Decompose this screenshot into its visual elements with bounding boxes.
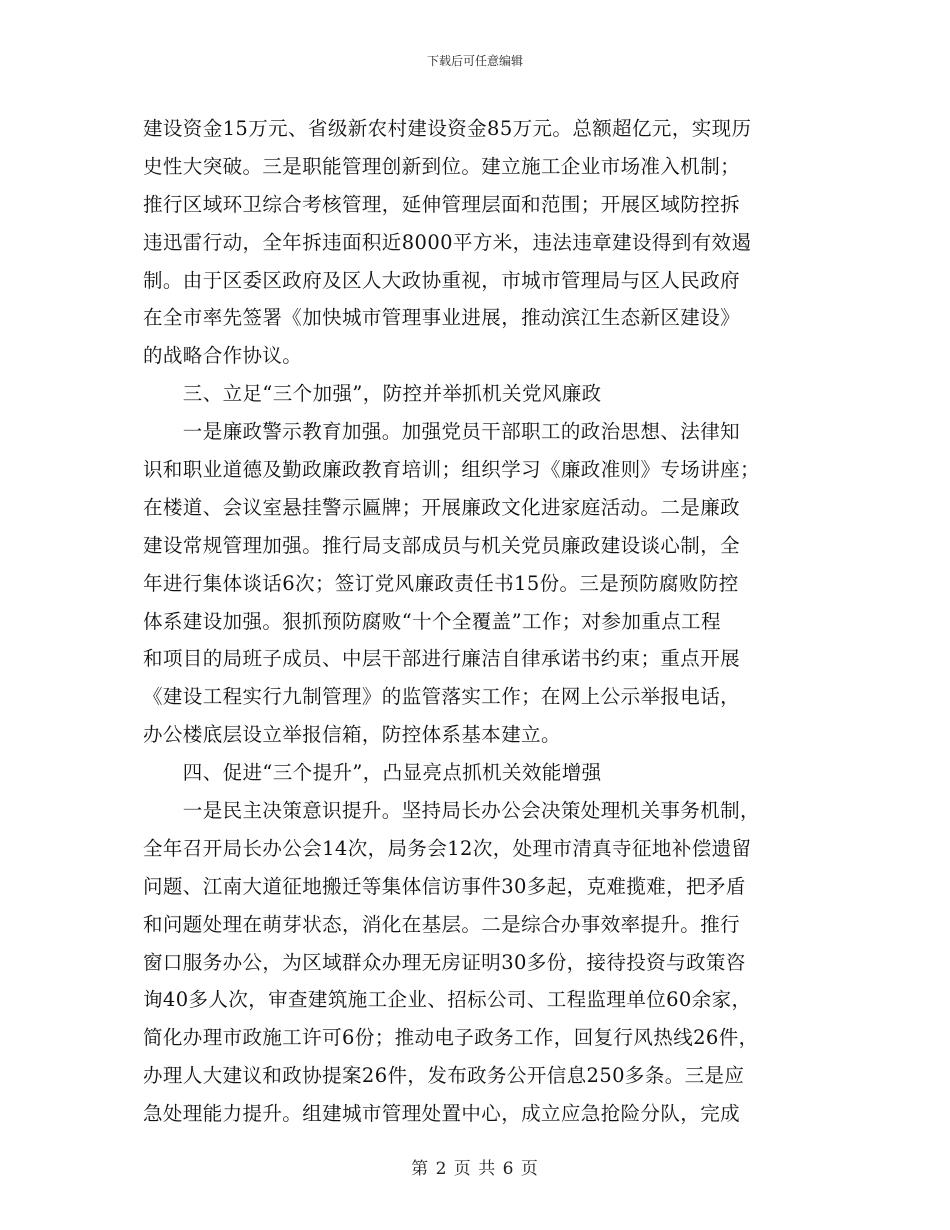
text-line: 年进行集体谈话6次；签订党风廉政责任书15份。三是预防腐败防控 xyxy=(143,571,739,595)
text-line: 史性大突破。三是职能管理创新到位。建立施工企业市场准入机制； xyxy=(143,154,741,178)
text-line: 问题、江南大道征地搬迁等集体信访事件30多起，克难揽难，把矛盾 xyxy=(143,874,746,898)
text-line: 违迅雷行动，全年拆违面积近8000平方米，违法违章建设得到有效遏 xyxy=(143,230,752,254)
body-text xyxy=(143,110,811,1133)
text-line: 制。由于区委区政府及区人大政协重视，市城市管理局与区人民政府 xyxy=(143,268,741,292)
text-line: 急处理能力提升。组建城市管理处置中心，成立应急抢险分队，完成 xyxy=(143,1102,741,1126)
section-heading: 三、立足“三个加强”，防控并举抓机关党风廉政 xyxy=(143,382,602,406)
text-line: 《建设工程实行九制管理》的监管落实工作；在网上公示举报电话， xyxy=(143,685,741,709)
text-line: 建设常规管理加强。推行局支部成员与机关党员廉政建设谈心制，全 xyxy=(143,533,741,557)
text-line: 办公楼底层设立举报信箱，防控体系基本建立。 xyxy=(143,723,561,747)
text-line: 在楼道、会议室悬挂警示匾牌；开展廉政文化进家庭活动。二是廉政 xyxy=(143,495,741,519)
text-line: 建设资金15万元、省级新农村建设资金85万元。总额超亿元，实现历 xyxy=(143,117,752,140)
text-line: 一是民主决策意识提升。坚持局长办公会决策处理机关事务机制， xyxy=(143,799,760,823)
text-line: 体系建设加强。狠抓预防腐败“十个全覆盖”工作；对参加重点工程 xyxy=(143,609,721,633)
text-line: 和项目的局班子成员、中层干部进行廉洁自律承诺书约束；重点开展 xyxy=(143,647,741,671)
text-line: 办理人大建议和政协提案26件，发布政务公开信息250多条。三是应 xyxy=(143,1064,745,1088)
text-line: 简化办理市政施工许可6份；推动电子政务工作，回复行风热线26件， xyxy=(143,1026,759,1050)
text-line: 的战略合作协议。 xyxy=(143,344,303,368)
text-line: 询40多人次，审查建筑施工企业、招标公司、工程监理单位60余家， xyxy=(143,988,752,1012)
text-line: 识和职业道德及勤政廉政教育培训；组织学习《廉政准则》专场讲座； xyxy=(143,458,760,482)
text-line: 和问题处理在萌芽状态，消化在基层。二是综合办事效率提升。推行 xyxy=(143,912,741,936)
text-line: 推行区域环卫综合考核管理，延伸管理层面和范围；开展区域防控拆 xyxy=(143,192,741,216)
text-line: 全年召开局长办公会14次，局务会12次，处理市清真寺征地补偿遗留 xyxy=(143,836,752,860)
section-heading: 四、促进“三个提升”，凸显亮点抓机关效能增强 xyxy=(143,761,602,785)
text-line: 窗口服务办公，为区域群众办理无房证明30多份，接待投资与政策咨 xyxy=(143,950,746,974)
page-number-footer: 第 2 页 共 6 页 xyxy=(411,1159,539,1179)
page-header-note: 下载后可任意编辑 xyxy=(426,54,523,68)
text-line: 在全市率先签署《加快城市管理事业进展，推动滨江生态新区建设》 xyxy=(143,306,741,330)
text-line: 一是廉政警示教育加强。加强党员干部职工的政治思想、法律知 xyxy=(143,420,741,444)
